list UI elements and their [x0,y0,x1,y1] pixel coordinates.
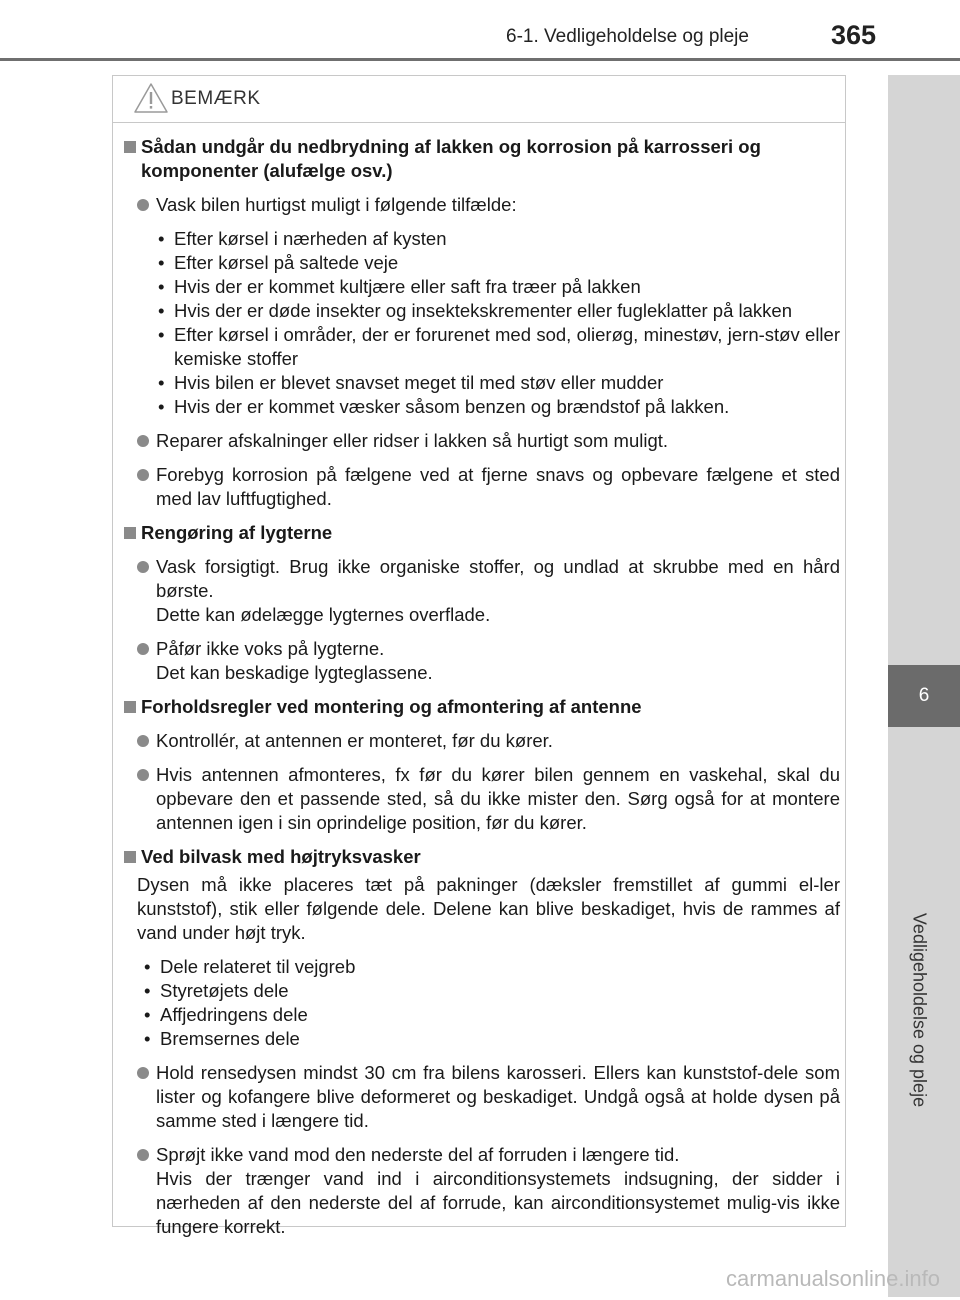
section-header: 6-1. Vedligeholdelse og pleje [506,26,749,47]
list-item: • Efter kørsel i nærheden af kysten [156,227,840,251]
round-bullet-icon [137,199,149,211]
round-bullet-icon [137,469,149,481]
paragraph: Dysen må ikke placeres tæt på pakninger (dæksler fremstillet af gummi el-ler kunststof), stik eller følgende dele. Delene kan blive beskadiget, hvis de rammes af vand under højt tryk. [137,874,840,943]
warning-triangle-icon [133,82,169,114]
notice-title: BEMÆRK [171,88,261,109]
bullet-item: Vask forsigtigt. Brug ikke organiske stoffer, og undlad at skrubbe med en hård børste. Dette kan ødelægge lygternes overflade. [137,555,840,627]
bullet-item: Vask bilen hurtigst muligt i følgende tilfælde: [137,193,840,217]
bullet-item: Hvis antennen afmonteres, fx før du kører bilen gennem en vaskehal, skal du opbevare den et passende sted, så du ikke mister den. Sørg også for at montere antennen igen i sin oprindelige position, før du kører. [137,763,840,835]
sub-list [156,227,840,419]
square-bullet-icon [124,527,136,539]
round-bullet-icon [137,769,149,781]
bullet-item: Reparer afskalninger eller ridser i lakken så hurtigt som muligt. [137,429,840,453]
list-item: • Hvis der er kommet væsker såsom benzen og brændstof på lakken. [156,395,840,419]
square-bullet-icon [124,701,136,713]
square-bullet-icon [124,851,136,863]
header-rule [0,58,960,61]
notice-header [113,76,845,123]
round-bullet-icon [137,735,149,747]
list-item: • Affjedringens dele [142,1003,840,1027]
round-bullet-icon [137,1149,149,1161]
list-item: • Efter kørsel på saltede veje [156,251,840,275]
round-bullet-icon [137,561,149,573]
list-item: • Hvis der er kommet kultjære eller saft fra træer på lakken [156,275,840,299]
section-heading: Ved bilvask med højtryksvasker [124,845,840,869]
watermark-text: carmanualsonline.info [725,1266,940,1291]
section-heading: Sådan undgår du nedbrydning af lakken og korrosion på karrosseri og komponenter (alufælge osv.) [124,135,840,183]
bullet-item: Sprøjt ikke vand mod den nederste del af forruden i længere tid. Hvis der trænger vand ind i airconditionsystemets indsugning, der sidder i nærheden af den nederste del af forrude, kan airconditionsystemet mulig-vis ikke fungere korrekt. [137,1143,840,1239]
bullet-item: Påfør ikke voks på lygterne. Det kan beskadige lygteglassene. [137,637,840,685]
section-heading: Forholdsregler ved montering og afmontering af antenne [124,695,840,719]
round-bullet-icon [137,1067,149,1079]
section-heading: Rengøring af lygterne [124,521,840,545]
bullet-item: Hold rensedysen mindst 30 cm fra bilens karosseri. Ellers kan kunststof-dele som lister og kofangere blive deformeret og beskadiget. Undgå også at holde dysen på samme sted i længere tid. [137,1061,840,1133]
bullet-item: Kontrollér, at antennen er monteret, før du kører. [137,729,840,753]
list-item: • Dele relateret til vejgreb [142,955,840,979]
list-item: • Hvis der er døde insekter og insektekskrementer eller fugleklatter på lakken [156,299,840,323]
notice-content [124,135,840,1239]
sub-list [142,955,840,1051]
chapter-number-tab: 6 [888,665,960,727]
list-item: • Bremsernes dele [142,1027,840,1051]
list-item: • Efter kørsel i områder, der er forurenet med sod, olierøg, minestøv, jern-støv eller kemiske stoffer [156,323,840,371]
round-bullet-icon [137,435,149,447]
square-bullet-icon [124,141,136,153]
chapter-title-tab: Vedligeholdelse og pleje [909,912,930,1108]
round-bullet-icon [137,643,149,655]
bullet-item: Forebyg korrosion på fælgene ved at fjerne snavs og opbevare fælgene et sted med lav luftfugtighed. [137,463,840,511]
side-tab-strip [888,75,960,665]
list-item: • Hvis bilen er blevet snavset meget til med støv eller mudder [156,371,840,395]
list-item: • Styretøjets dele [142,979,840,1003]
page-number: 365 [831,20,877,50]
